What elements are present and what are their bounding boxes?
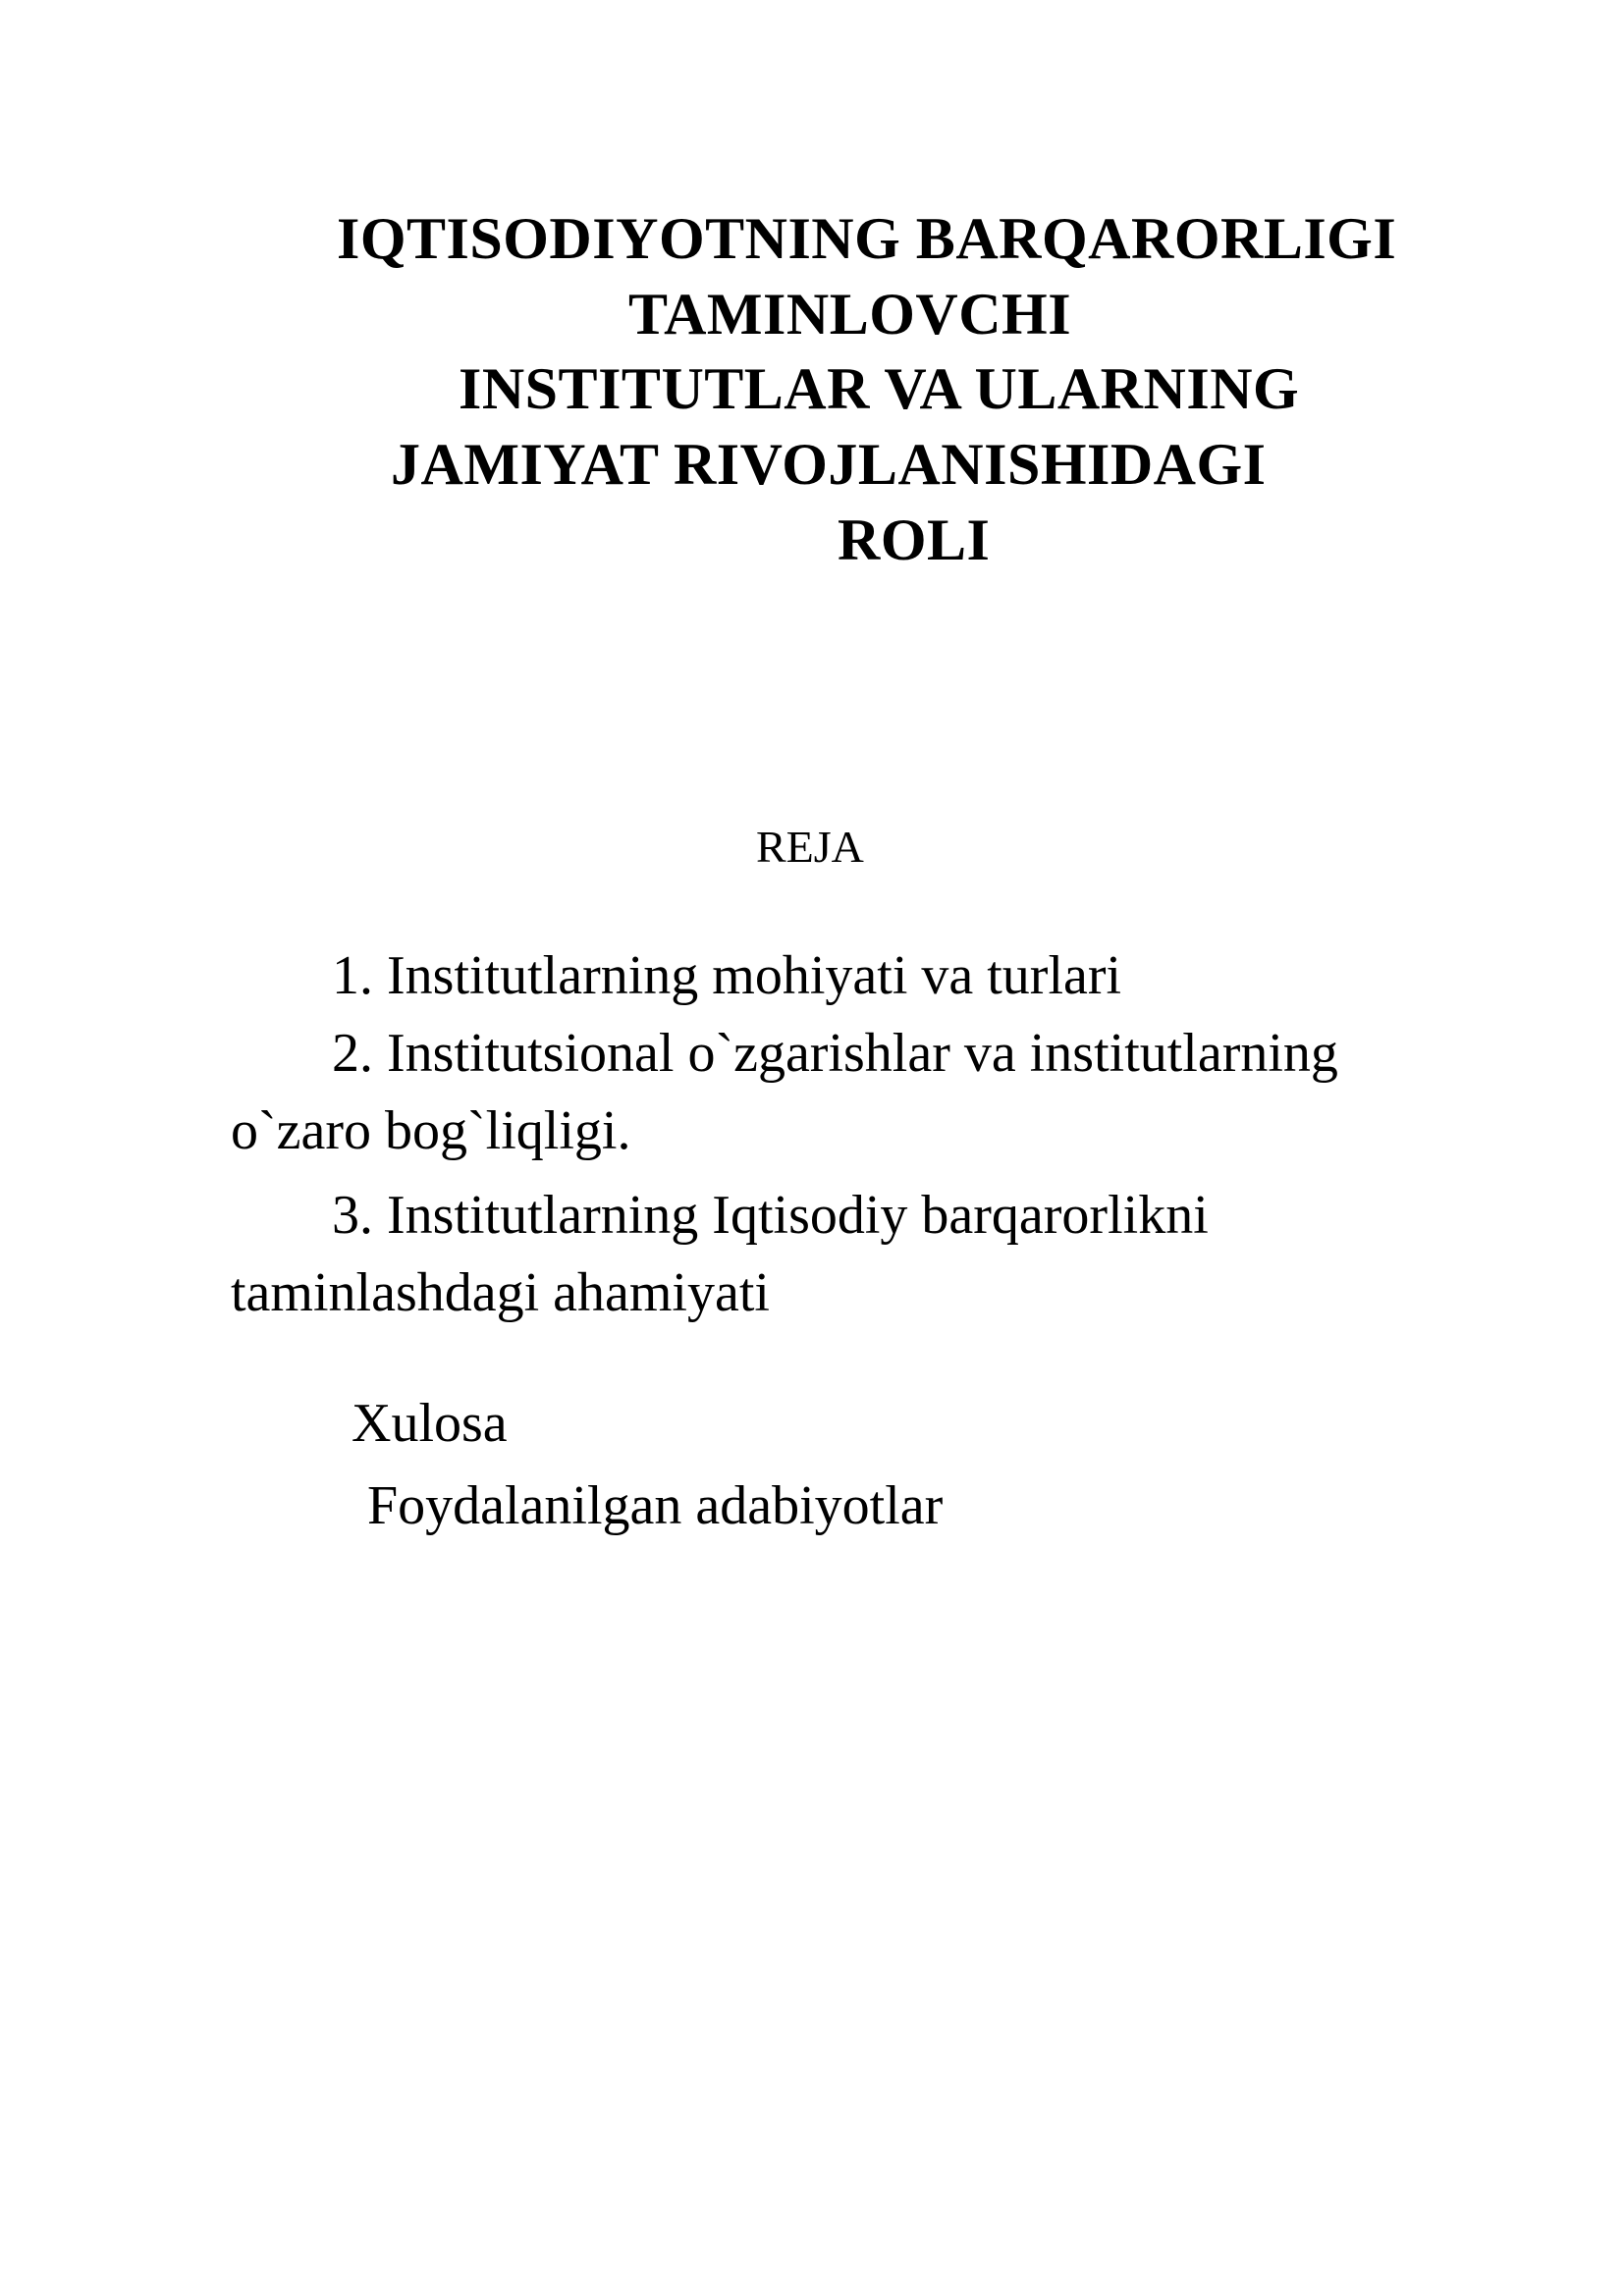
title-line-4: JAMIYAT RIVOJLANISHIDAGI	[391, 432, 1267, 497]
plan-item-3: 3. Institutlarning Iqtisodiy barqarorlikni	[332, 1185, 1209, 1246]
plan-heading: REJA	[756, 822, 864, 872]
plan-item-3-continuation: taminlashdagi ahamiyati	[231, 1262, 770, 1323]
plan-references: Foydalanilgan adabiyotlar	[367, 1475, 944, 1536]
title-line-3: INSTITUTLAR VA ULARNING	[459, 356, 1300, 421]
plan-item-2: 2. Institutsional o`zgarishlar va institutlarning	[332, 1023, 1338, 1084]
title-line-5: ROLI	[838, 507, 991, 572]
plan-item-2-continuation: o`zaro bog`liqligi.	[231, 1100, 631, 1161]
title-line-2: TAMINLOVCHI	[628, 282, 1072, 347]
plan-conclusion: Xulosa	[352, 1393, 508, 1454]
title-line-1: IQTISODIYOTNING BARQARORLIGI	[337, 206, 1397, 271]
plan-item-1: 1. Institutlarning mohiyati va turlari	[332, 945, 1122, 1006]
